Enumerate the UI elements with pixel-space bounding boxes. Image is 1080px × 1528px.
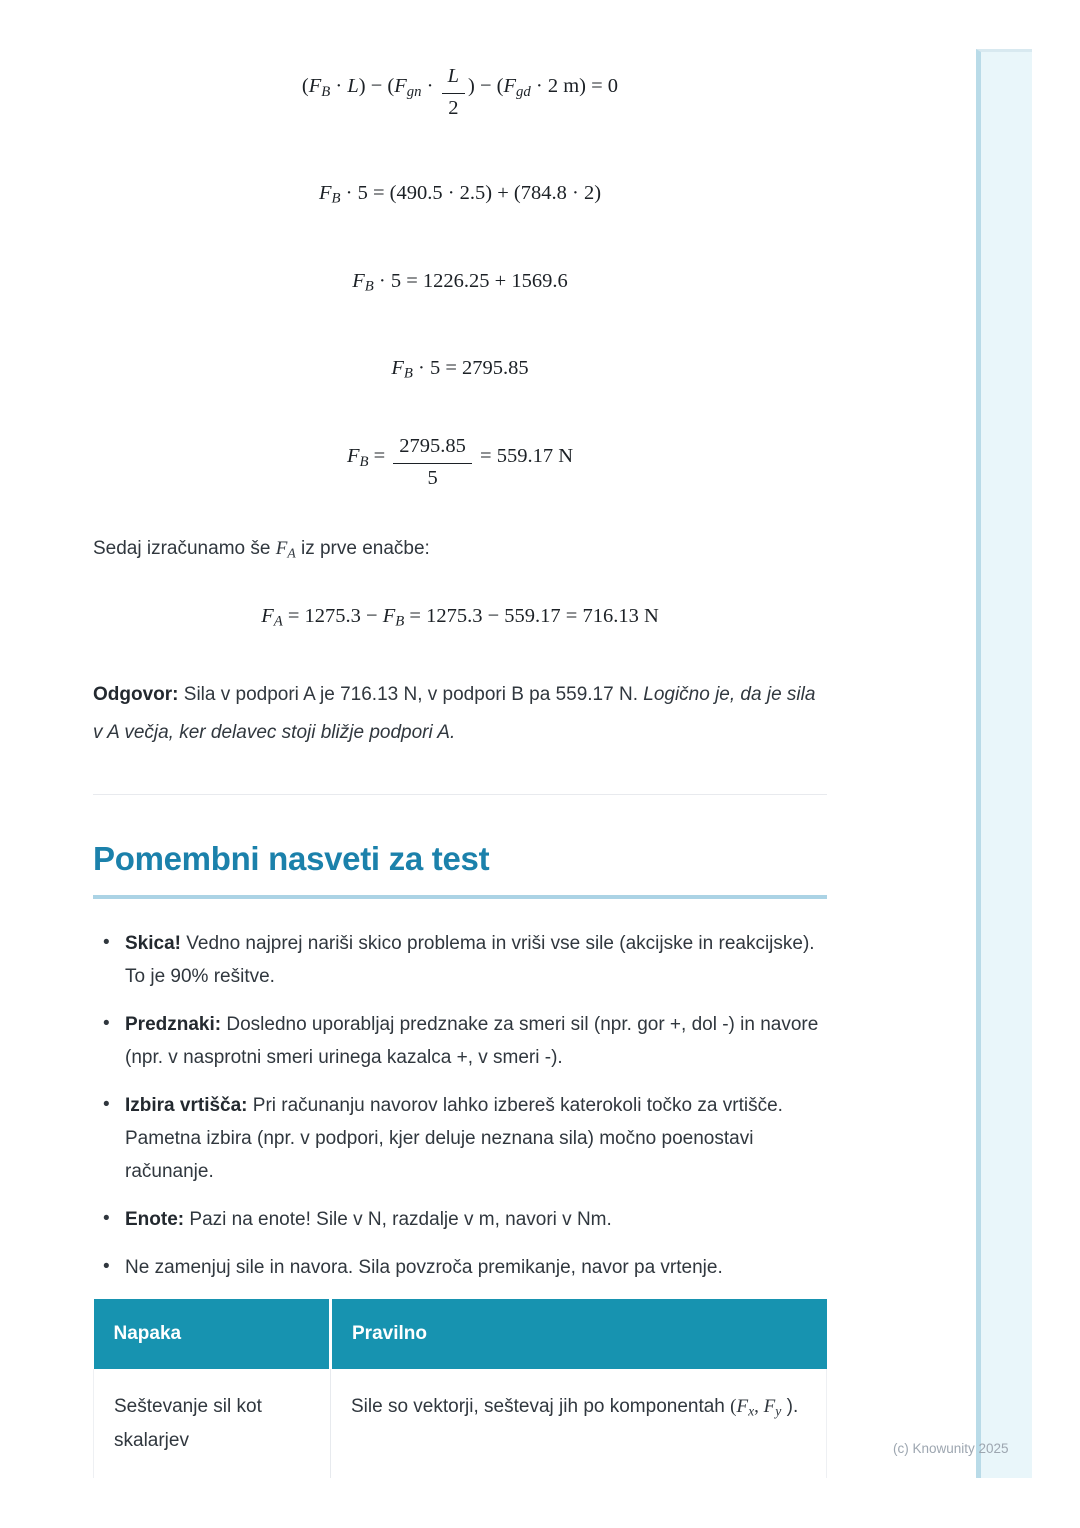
copyright-note: (c) Knowunity 2025	[893, 1441, 1009, 1456]
intro-text: Sedaj izračunamo še $F_A$ iz prve enačbe:	[93, 537, 430, 560]
tip-item: • Skica! Vedno najprej nariši skico problema in vriši vse sile (akcijske in reakcijske). To je 90% rešitve.	[93, 927, 827, 993]
equation-fa-result: $F_A = 1275.3 - F_B = 1275.3 - 559.17 = 716.13$ N	[261, 604, 659, 630]
table-cell-pravilno: Sile so vektorji, seštevaj jih po komponentah ($F_x$, $F_y$ ).	[331, 1369, 827, 1479]
tip-item: • Predznaki: Dosledno uporabljaj predznake za smeri sil (npr. gor +, dol -) in navore (npr. v nasprotni smeri urinega kazalca +, v smeri -).	[93, 1008, 827, 1074]
tip-lead: Enote:	[125, 1208, 185, 1230]
tip-lead: Izbira vrtišča:	[125, 1094, 248, 1116]
document-content	[93, 0, 827, 1478]
tip-item: • Enote: Pazi na enote! Sile v N, razdalje v m, navori v Nm.	[93, 1203, 827, 1236]
section-title-underline	[93, 895, 827, 899]
tips-list	[93, 927, 827, 1284]
equation-fb-step3: $F_B \cdot 5 = 2795.85$	[391, 357, 529, 382]
tip-lead: Predznaki:	[125, 1013, 222, 1035]
decorative-side-strip	[976, 49, 1032, 1478]
answer-note-italic: Logično je, da je sila v A večja, ker delavec stoji bližje podpori A.	[93, 683, 816, 743]
equation-fb-result: $F_B$ = $\frac{2795.85}{5}$ = 559.17 N	[346, 435, 574, 489]
tip-lead: Skica!	[125, 932, 181, 954]
equation-fb-step2: $F_B \cdot 5 = 1226.25 + 1569.6$	[352, 270, 568, 295]
table-row	[94, 1369, 827, 1479]
table-header-napaka: Napaka	[94, 1299, 331, 1369]
section-title: Pomembni nasveti za test	[93, 839, 490, 877]
table-header-pravilno: Pravilno	[331, 1299, 827, 1369]
equation-torque-balance: $(F_B \cdot L) - (F_{gn}$ · $\frac{L}{2}$ ) − ($F_{gd} \cdot 2$ m) = 0	[301, 65, 619, 119]
answer-text: Sila v podpori A je 716.13 N, v podpori B pa 559.17 N.	[178, 683, 644, 705]
section-divider	[93, 794, 827, 795]
mistakes-table	[93, 1299, 827, 1479]
table-cell-napaka: Seštevanje sil kot skalarjev	[94, 1369, 331, 1479]
answer-label: Odgovor:	[93, 683, 179, 705]
table-header-row	[94, 1299, 827, 1369]
answer-paragraph	[93, 676, 827, 752]
tip-item: • Ne zamenjuj sile in navora. Sila povzroča premikanje, navor pa vrtenje.	[93, 1251, 827, 1284]
equation-fb-step1: $F_B \cdot 5 = (490.5 \cdot 2.5) + (784.8 \cdot 2)$	[318, 182, 602, 207]
tip-item: • Izbira vrtišča: Pri računanju navorov lahko izbereš katerokoli točko za vrtišče. Pametna izbira (npr. v podpori, kjer deluje neznana sila) močno poenostavi računanje.	[93, 1089, 827, 1188]
